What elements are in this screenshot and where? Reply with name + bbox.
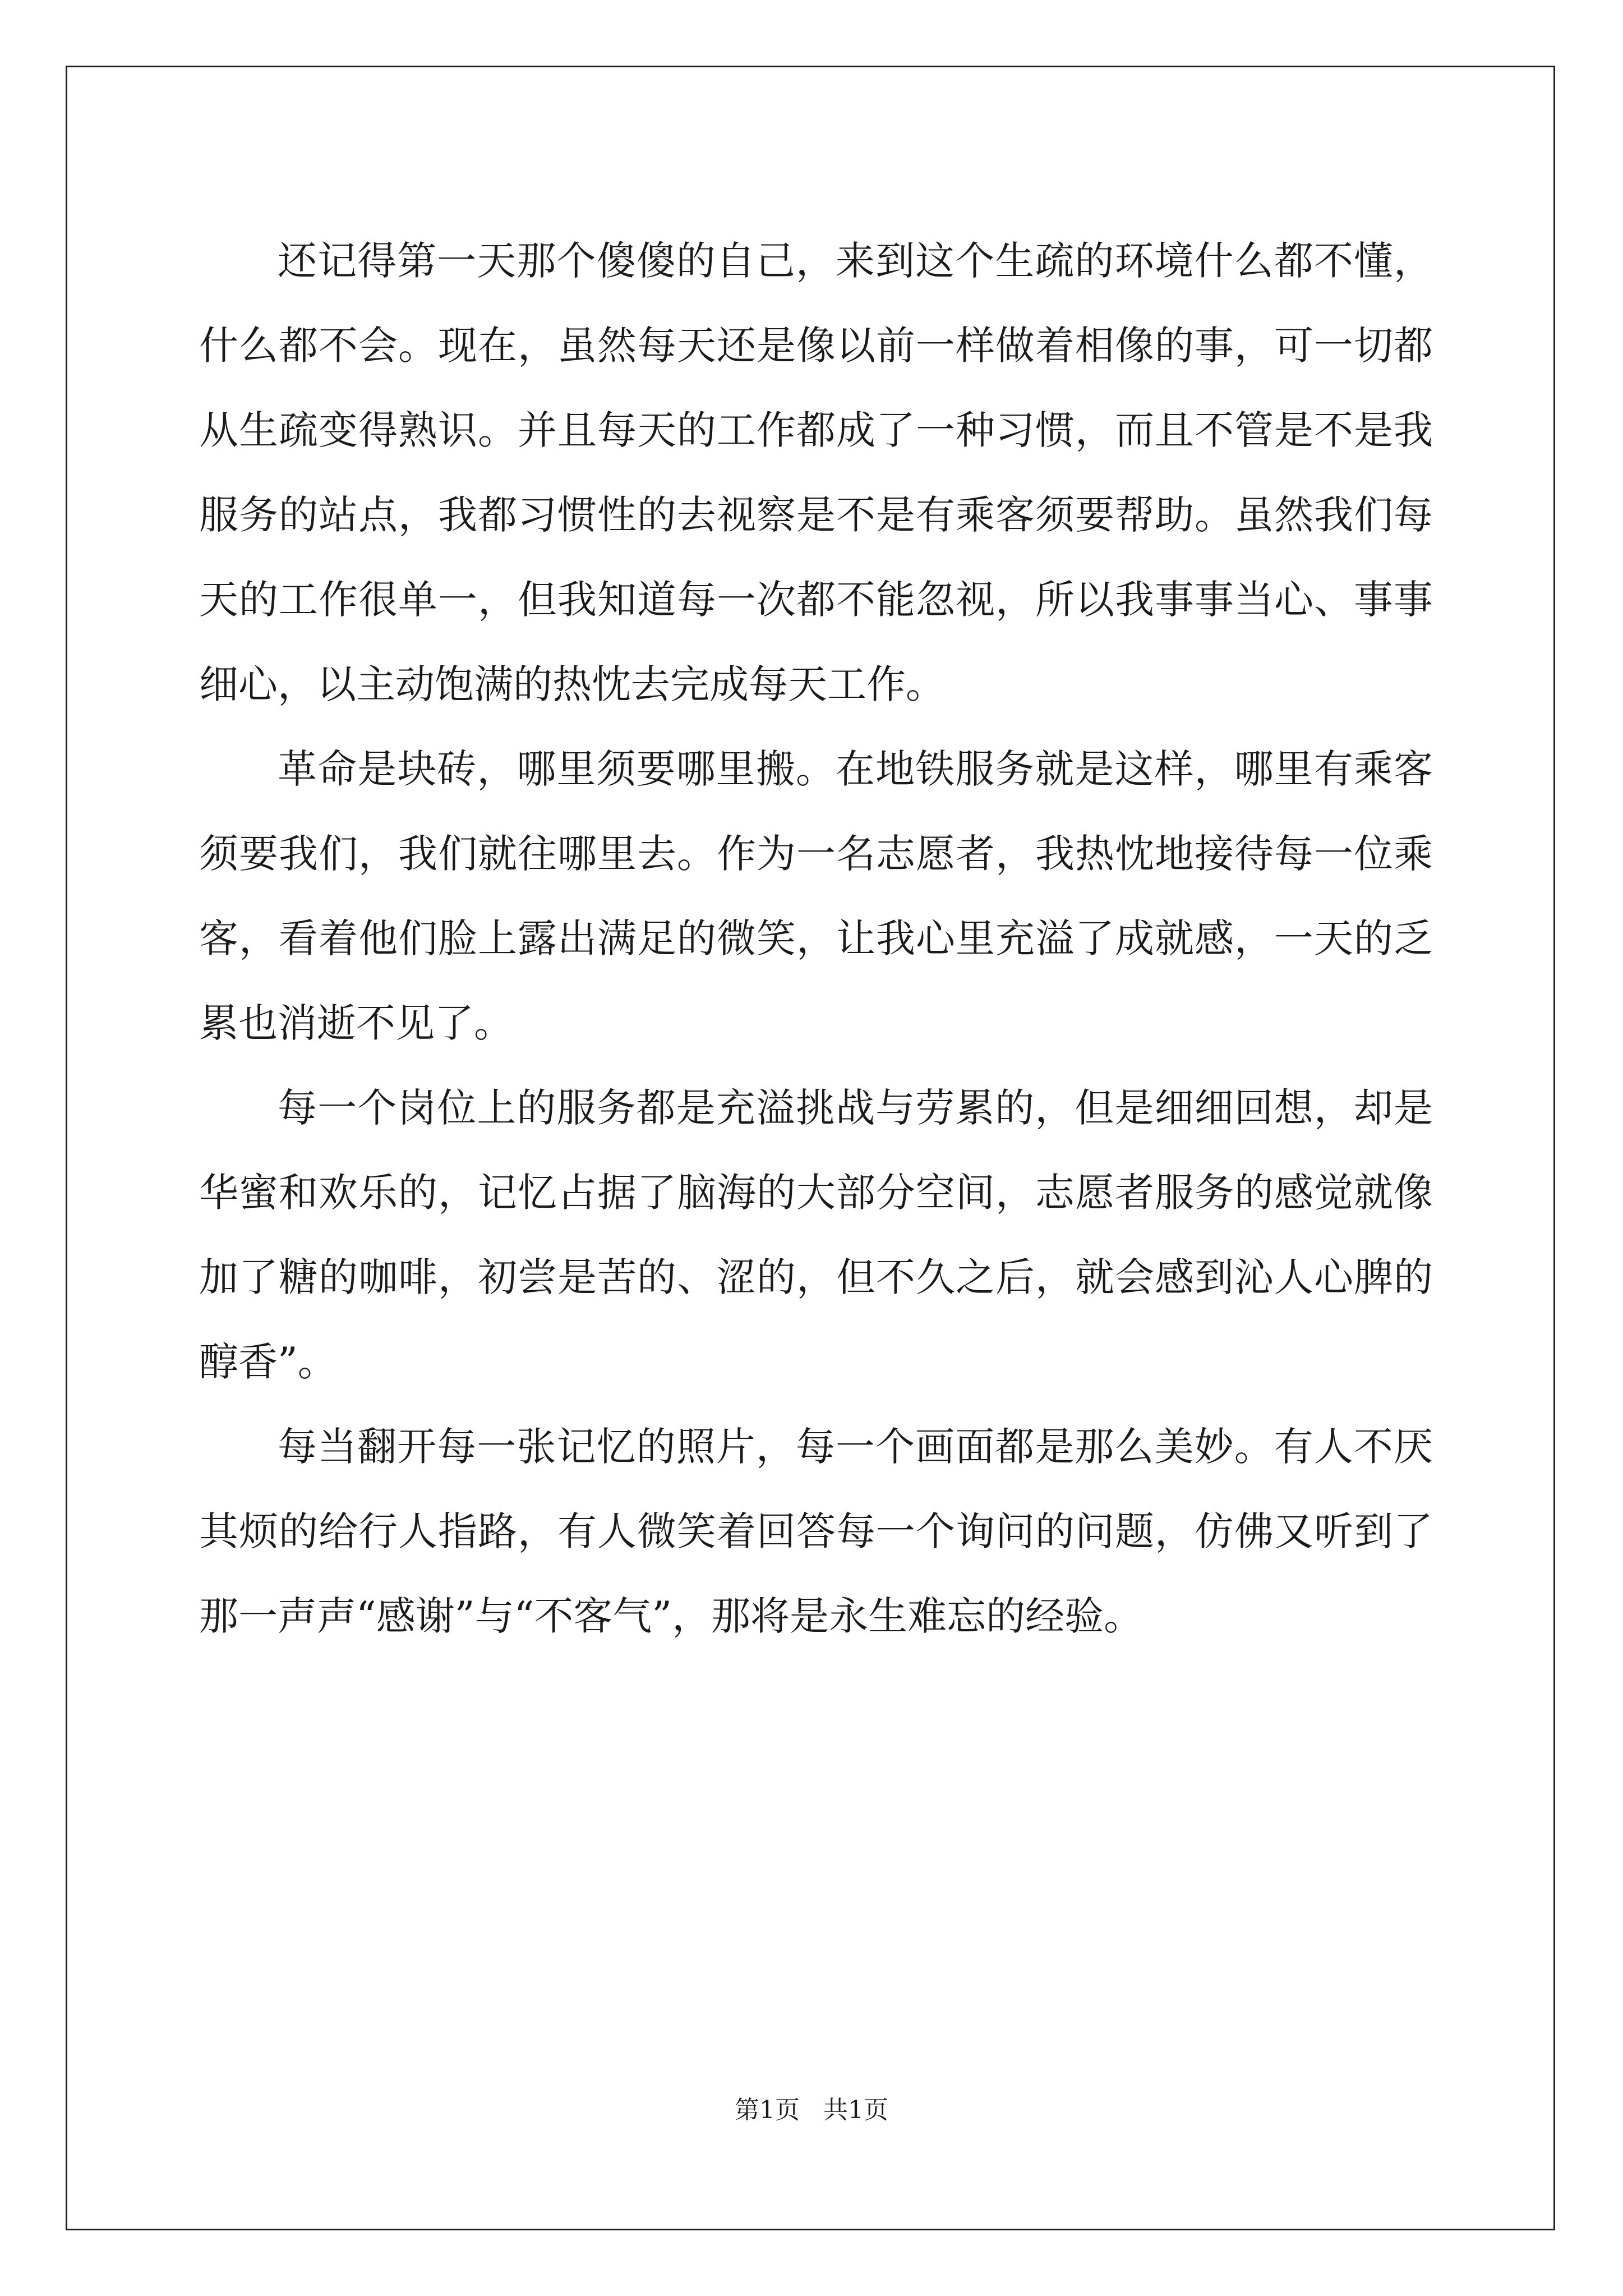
paragraph-2: 革命是块砖，哪里须要哪里搬。在地铁服务就是这样，哪里有乘客须要我们，我们就往哪里去。作为一名志愿者，我热忱地接待每一位乘客，看着他们脸上露出满足的微笑，让我心里充溢了成就感，一天的乏累也消逝不见了。 <box>199 746 1433 1046</box>
document-body <box>199 219 1433 1659</box>
page-number-footer: 第1页 共1页 <box>735 2096 888 2124</box>
paragraph-1: 还记得第一天那个傻傻的自己，来到这个生疏的环境什么都不懂，什么都不会。现在，虽然每天还是像以前一样做着相像的事，可一切都从生疏变得熟识。并且每天的工作都成了一种习惯，而且不管是不是我服务的站点，我都习惯性的去视察是不是有乘客须要帮助。虽然我们每天的工作很单一，但我知道每一次都不能忽视，所以我事事当心、事事细心，以主动饱满的热忱去完成每天工作。 <box>199 238 1433 707</box>
paragraph-3: 每一个岗位上的服务都是充溢挑战与劳累的，但是细细回想，却是华蜜和欢乐的，记忆占据了脑海的大部分空间，志愿者服务的感觉就像加了糖的咖啡，初尝是苦的、涩的，但不久之后，就会感到沁人心脾的醇香”。 <box>199 1085 1433 1385</box>
paragraph-4: 每当翻开每一张记忆的照片，每一个画面都是那么美妙。有人不厌其烦的给行人指路，有人微笑着回答每一个询问的问题，仿佛又听到了那一声声“感谢”与“不客气”，那将是永生难忘的经验。 <box>199 1424 1433 1639</box>
